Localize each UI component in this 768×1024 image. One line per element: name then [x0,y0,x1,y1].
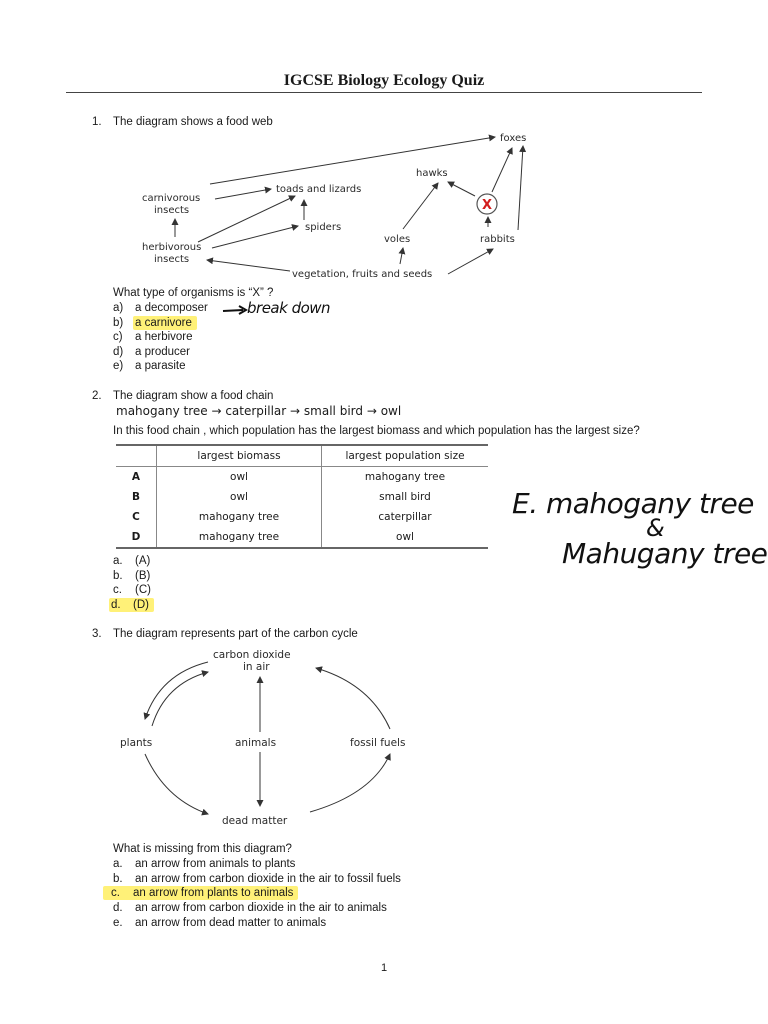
label-foxes: foxes [500,133,527,144]
highlighted-answer: c. an arrow from plants to animals [103,886,298,900]
q2-question: In this food chain , which population has the largest biomass and which population has the largest size? [113,425,640,437]
handwritten-note-break-down: break down [247,299,331,317]
highlighted-answer: d. (D) [109,598,154,612]
table-row: B owl small bird [116,487,488,507]
q1-option-b: b) a carnivore [113,317,197,329]
table-row: C mahogany tree caterpillar [116,507,488,527]
right-arrow-icon: → [366,404,381,418]
q1-option-d: d) a producer [113,346,190,358]
table-header [116,446,157,467]
q2-option-b: b. (B) [113,570,151,582]
table-header: largest biomass [157,446,322,467]
right-arrow-icon: → [211,404,226,418]
q1-option-e: e) a parasite [113,360,186,372]
table-header: largest population size [322,446,489,467]
q2-option-a: a. (A) [113,555,151,567]
handwritten-answer-line2: & [646,514,665,542]
x-mark: X [482,198,493,213]
q3-option-a: a. an arrow from animals to plants [113,858,296,870]
title-divider [66,92,702,93]
right-arrow-icon: → [290,404,304,418]
food-web-arrows [175,137,523,274]
table-header-row [116,446,488,467]
label-carnivorous: carnivorous [142,193,201,204]
label-rabbits: rabbits [480,234,515,245]
q2-text: The diagram show a food chain [113,390,274,402]
highlighted-answer: a carnivore [133,316,197,330]
label-herbivorous-insects: insects [154,254,190,265]
q3-option-c [105,887,298,899]
q1-option-a: a) a decomposer [113,302,208,314]
label-animals: animals [235,737,277,749]
label-spiders: spiders [305,222,342,233]
q3-option-e: e. an arrow from dead matter to animals [113,917,327,929]
q2-option-c: c. (C) [113,584,151,596]
label-fossil-fuels: fossil fuels [350,737,406,749]
q1-option-c: c) a herbivore [113,331,193,343]
label-hawks: hawks [416,168,448,179]
label-plants: plants [120,737,153,749]
chain-item: small bird [303,404,363,418]
label-voles: voles [384,234,411,245]
food-chain [116,404,401,418]
label-vegetation: vegetation, fruits and seeds [292,269,433,280]
q1-question: What type of organisms is “X” ? [113,287,274,299]
table-row: A owl mahogany tree [116,467,488,488]
label-toads: toads and lizards [276,184,362,195]
q1-text: The diagram shows a food web [113,116,273,128]
carbon-cycle-diagram [110,644,440,834]
q3-option-d: d. an arrow from carbon dioxide in the air to animals [113,902,387,914]
biomass-table [116,444,488,549]
q2-number: 2. [92,390,102,402]
chain-item: mahogany tree [116,404,208,418]
q1-number: 1. [92,116,102,128]
q3-text: The diagram represents part of the carbon cycle [113,628,358,640]
label-carnivorous-insects: insects [154,205,190,216]
chain-item: owl [380,404,402,418]
q3-question: What is missing from this diagram? [113,843,292,855]
label-dead-matter: dead matter [222,815,288,827]
label-herbivorous: herbivorous [142,242,202,253]
label-in-air: in air [243,661,270,673]
handwritten-answer-line1: E. mahogany tree [512,487,754,520]
chain-item: caterpillar [225,404,287,418]
q2-option-d [111,599,154,611]
label-carbon-dioxide: carbon dioxide [213,649,291,661]
handwritten-answer-line3: Mahugany tree [562,537,768,570]
food-web-diagram [130,124,550,284]
table-row: D mahogany tree owl [116,527,488,547]
page-title: IGCSE Biology Ecology Quiz [283,72,485,89]
page-number: 1 [380,962,388,974]
q3-option-b: b. an arrow from carbon dioxide in the air to fossil fuels [113,873,401,885]
q3-number: 3. [92,628,102,640]
